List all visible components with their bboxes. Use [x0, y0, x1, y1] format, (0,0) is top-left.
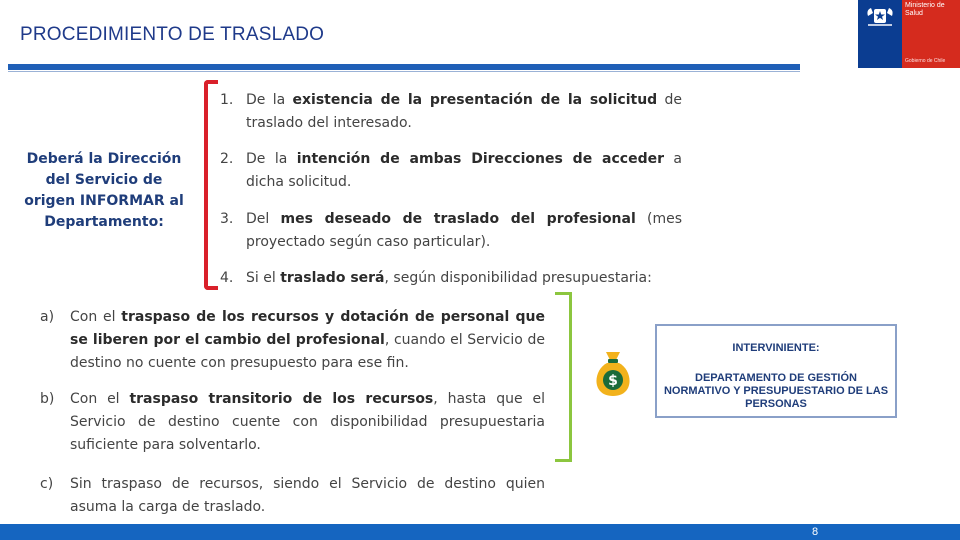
- item-bold-text: traspaso de los recursos y dotación de personal que se liberen por el cambio del profesional: [70, 309, 545, 348]
- item-text: De la: [246, 92, 293, 108]
- item-text: Sin traspaso de recursos, siendo el Servicio de destino quien asuma la carga de traslado.: [70, 476, 545, 515]
- item-letter: b): [40, 391, 55, 407]
- numbered-item-1: [220, 89, 682, 135]
- ministry-logo: [858, 0, 960, 68]
- numbered-item-4: [220, 267, 682, 290]
- item-text: , según disponibilidad presupuestaria:: [384, 270, 652, 286]
- green-bracket: [555, 292, 572, 462]
- logo-government: Gobierno de Chile: [905, 58, 946, 64]
- item-text: de traslado del interesado.: [246, 92, 683, 131]
- lettered-item-a: [40, 306, 545, 375]
- footer-bar: [0, 524, 960, 540]
- intervening-department: DEPARTAMENTO DE GESTIÓN NORMATIVO Y PRESUPUESTARIO DE LAS PERSONAS: [663, 372, 889, 410]
- item-bold-text: existencia de la presentación de la solicitud: [292, 92, 658, 108]
- chile-crest-icon: [862, 2, 898, 30]
- item-number: 4.: [220, 270, 234, 286]
- item-text: De la: [246, 151, 297, 167]
- logo-ministry-name: Ministerio de Salud: [905, 2, 945, 17]
- numbered-item-2: [220, 148, 682, 194]
- item-text: Si el: [246, 270, 281, 286]
- title-rule-thin: [8, 71, 800, 72]
- page-number: 8: [812, 526, 819, 538]
- item-bold-text: mes deseado de traslado del profesional: [280, 211, 636, 227]
- item-text: a dicha solicitud.: [246, 151, 683, 190]
- item-letter: a): [40, 309, 55, 325]
- item-text: (mes proyectado según caso particular).: [246, 211, 683, 250]
- title-rule: [8, 64, 800, 70]
- left-instruction-label: Deberá la Dirección del Servicio de origen INFORMAR al Departamento:: [24, 151, 184, 230]
- money-bag-icon: [587, 348, 639, 400]
- lettered-item-c: [40, 473, 545, 519]
- page-title: PROCEDIMIENTO DE TRASLADO: [20, 24, 325, 45]
- item-text: Con el: [70, 309, 122, 325]
- item-number: 1.: [220, 92, 234, 108]
- item-text: , hasta que el Servicio de destino cuente con disponibilidad presupuestaria suficiente para solventarlo.: [70, 391, 545, 453]
- item-bold-text: traspaso transitorio de los recursos: [129, 391, 434, 407]
- item-bold-text: traslado será: [280, 270, 385, 286]
- logo-blue-panel: [858, 0, 902, 68]
- svg-text:$: $: [608, 373, 618, 389]
- red-bracket: [204, 80, 218, 290]
- item-number: 2.: [220, 151, 234, 167]
- intervening-box: [655, 324, 897, 418]
- intervening-label: INTERVINIENTE:: [732, 342, 820, 354]
- item-text: Con el: [70, 391, 130, 407]
- item-text: Del: [246, 211, 281, 227]
- item-number: 3.: [220, 211, 234, 227]
- numbered-item-3: [220, 208, 682, 254]
- item-text: , cuando el Servicio de destino no cuente con presupuesto para ese fin.: [70, 332, 545, 371]
- lettered-item-b: [40, 388, 545, 457]
- item-bold-text: intención de ambas Direcciones de acceder: [296, 151, 665, 167]
- item-letter: c): [40, 476, 54, 492]
